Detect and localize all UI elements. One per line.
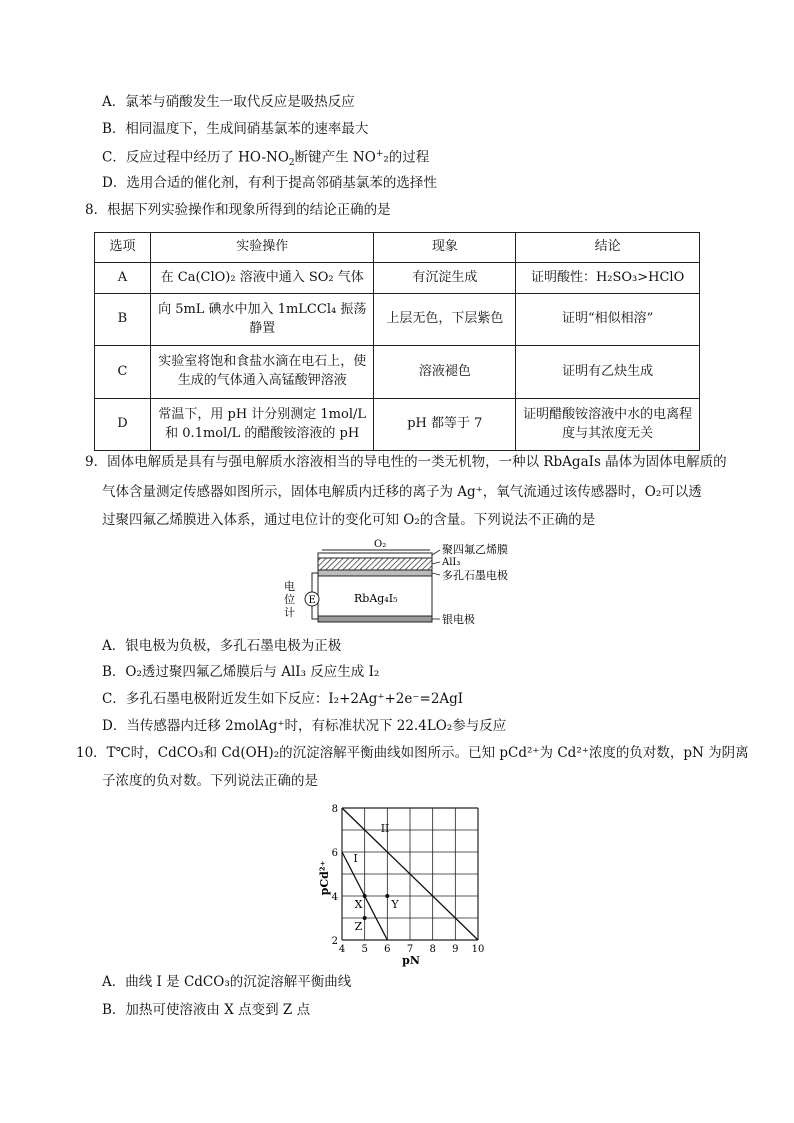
table-cell: 溶液褪色 bbox=[374, 346, 516, 399]
meter-e-label: E bbox=[308, 595, 316, 606]
q7-option-c-sub: 2 bbox=[288, 158, 295, 169]
q7-option-c-pre: C．反应过程中经历了 HO-NO bbox=[102, 149, 289, 166]
x-tick-label: 10 bbox=[471, 944, 485, 955]
q7-option-c-post: ₂的过程 bbox=[383, 149, 430, 166]
x-tick-label: 4 bbox=[338, 944, 346, 955]
q7-option-d: D．选用合适的催化剂，有利于提高邻硝基氯苯的选择性 bbox=[102, 175, 437, 191]
solubility-chart bbox=[312, 798, 488, 968]
point-label: Z bbox=[354, 920, 363, 933]
graphite-electrode bbox=[318, 570, 432, 576]
meter-label-1: 电 bbox=[284, 580, 295, 593]
table-header-row bbox=[95, 233, 700, 263]
table-row bbox=[95, 263, 700, 294]
point-label: Y bbox=[391, 898, 399, 911]
table-cell: pH 都等于 7 bbox=[374, 399, 516, 451]
silver-label: 银电极 bbox=[442, 613, 475, 626]
x-axis-label: pN bbox=[402, 954, 420, 967]
meter-label-2: 位 bbox=[284, 593, 295, 606]
curve-label: I bbox=[353, 851, 358, 865]
point-Y bbox=[385, 894, 389, 898]
y-tick-label: 2 bbox=[331, 936, 338, 947]
electrolyte-label: RbAg₄I₅ bbox=[354, 592, 398, 605]
table-cell: 证明醋酸铵溶液中水的电离程度与其浓度无关 bbox=[516, 399, 700, 451]
x-tick-label: 9 bbox=[452, 944, 459, 955]
q7-option-c bbox=[102, 150, 429, 168]
q10-stem-line1: 10．T℃时，CdCO₃和 Cd(OH)₂的沉淀溶解平衡曲线如图所示。已知 pCd²⁺为 Cd²⁺浓度的负对数，pN 为阴离 bbox=[76, 745, 749, 761]
q9-option-c: C．多孔石墨电极附近发生如下反应：I₂+2Ag⁺+2e⁻=2AgI bbox=[102, 691, 464, 707]
table-cell: 证明有乙炔生成 bbox=[516, 346, 700, 399]
q8-stem: 8．根据下列实验操作和现象所得到的结论正确的是 bbox=[85, 202, 391, 218]
q9-option-d: D．当传感器内迁移 2molAg⁺时，有标准状况下 22.4LO₂参与反应 bbox=[102, 718, 507, 734]
q9-stem-line2: 气体含量测定传感器如图所示，固体电解质内迁移的离子为 Ag⁺，氧气流通过该传感器时，O₂可以透 bbox=[102, 484, 702, 500]
y-axis-label: pCd²⁺ bbox=[318, 860, 331, 896]
o2-label: O₂ bbox=[374, 539, 387, 550]
ptfe-membrane bbox=[318, 553, 432, 558]
table-cell: 上层无色，下层紫色 bbox=[374, 294, 516, 346]
x-tick-label: 5 bbox=[361, 944, 368, 955]
q10-stem-line2: 子浓度的负对数。下列说法正确的是 bbox=[102, 773, 318, 789]
curve-label: II bbox=[380, 822, 390, 836]
silver-electrode bbox=[318, 616, 432, 622]
point-Z bbox=[363, 916, 367, 920]
q10-option-a: A．曲线 I 是 CdCO₃的沉淀溶解平衡曲线 bbox=[102, 974, 352, 990]
q9-stem-line3: 过聚四氟乙烯膜进入体系，通过电位计的变化可知 O₂的含量。下列说法不正确的是 bbox=[102, 512, 596, 528]
experiment-table bbox=[94, 232, 700, 451]
graphite-label: 多孔石墨电极 bbox=[442, 569, 508, 582]
table-row bbox=[95, 399, 700, 451]
table-header: 选项 bbox=[95, 233, 151, 263]
meter-label-3: 计 bbox=[284, 606, 295, 619]
ali3-layer bbox=[318, 558, 432, 570]
x-tick-label: 8 bbox=[429, 944, 436, 955]
table-cell: 有沉淀生成 bbox=[374, 263, 516, 294]
table-header: 现象 bbox=[374, 233, 516, 263]
table-cell: 向 5mL 碘水中加入 1mLCCl₄ 振荡静置 bbox=[150, 294, 374, 346]
table-cell: B bbox=[95, 294, 151, 346]
table-cell: A bbox=[95, 263, 151, 294]
q7-option-b: B．相同温度下，生成间硝基氯苯的速率最大 bbox=[102, 121, 369, 137]
q7-option-c-sup: + bbox=[375, 149, 384, 159]
q9-option-b: B．O₂透过聚四氟乙烯膜后与 AlI₃ 反应生成 I₂ bbox=[102, 664, 380, 680]
point-X bbox=[363, 894, 367, 898]
table-cell: 证明“相似相溶” bbox=[516, 294, 700, 346]
table-cell: 常温下，用 pH 计分别测定 1mol/L 和 0.1mol/L 的醋酸铵溶液的 pH bbox=[150, 399, 374, 451]
y-tick-label: 4 bbox=[331, 892, 338, 903]
table-cell: C bbox=[95, 346, 151, 399]
graphite-leader bbox=[432, 573, 440, 575]
table-header: 结论 bbox=[516, 233, 700, 263]
q7-option-c-mid: 断键产生 NO bbox=[294, 149, 376, 166]
table-row bbox=[95, 294, 700, 346]
x-tick-label: 6 bbox=[384, 944, 391, 955]
y-tick-label: 6 bbox=[331, 848, 338, 859]
table-cell: 实验室将饱和食盐水滴在电石上，使生成的气体通入高锰酸钾溶液 bbox=[150, 346, 374, 399]
ali3-label: AlI₃ bbox=[442, 557, 461, 568]
table-header: 实验操作 bbox=[150, 233, 374, 263]
meter-wire-top bbox=[312, 573, 318, 592]
q10-option-b: B．加热可使溶液由 X 点变到 Z 点 bbox=[102, 1002, 311, 1018]
x-tick-label: 7 bbox=[406, 944, 414, 955]
q7-option-a: A．氯苯与硝酸发生一取代反应是吸热反应 bbox=[102, 94, 355, 110]
ptfe-leader bbox=[432, 550, 440, 555]
y-tick-label: 8 bbox=[331, 804, 338, 815]
table-cell: 在 Ca(ClO)₂ 溶液中通入 SO₂ 气体 bbox=[150, 263, 374, 294]
table-row bbox=[95, 346, 700, 399]
q9-stem-line1: 9．固体电解质是具有与强电解质水溶液相当的导电性的一类无机物，一种以 RbAgaIs 晶体为固体电解质的 bbox=[85, 454, 727, 470]
point-label: X bbox=[354, 898, 363, 911]
q9-option-a: A．银电极为负极，多孔石墨电极为正极 bbox=[102, 638, 342, 654]
table-cell: D bbox=[95, 399, 151, 451]
table-cell: 证明酸性：H₂SO₃>HClO bbox=[516, 263, 700, 294]
sensor-diagram bbox=[280, 536, 508, 628]
meter-wire-bottom bbox=[312, 606, 318, 619]
ali3-leader bbox=[432, 562, 440, 564]
ptfe-label: 聚四氟乙烯膜 bbox=[442, 543, 508, 556]
